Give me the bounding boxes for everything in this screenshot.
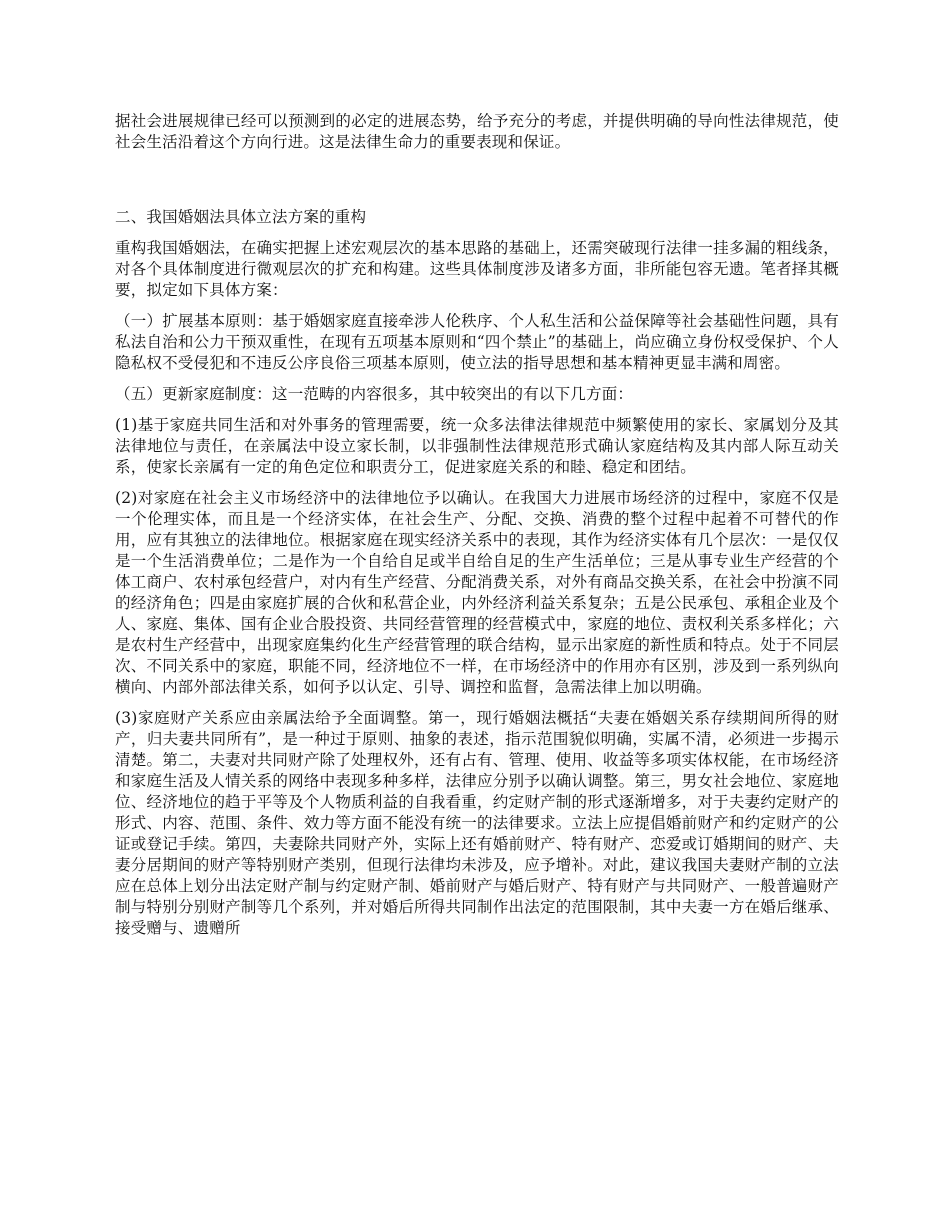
paragraph-family-system: （五）更新家庭制度：这一范畴的内容很多，其中较突出的有以下几方面： — [115, 385, 634, 403]
paragraph-item-3: (3)家庭财产关系应由亲属法给予全面调整。第一，现行婚姻法概括“夫妻在婚姻关系存续期间所得的财产，归夫妻共同所有”，是一种过于原则、抽象的表述，指示范围貌似明确，实属不清，必须进一步揭示清楚。第二，夫妻对共同财产除了处理权外，还有占有、管理、使用、收益等多项实体权能，在市场经济和家庭生活及人情关系的网络中表现多种多样，法律应分别予以确认调整。第三，男女社会地位、家庭地位、经济地位的趋于平等及个人物质利益的自我看重，约定财产制的形式逐渐增多，对于夫妻约定财产的形式、内容、范围、条件、效力等方面不能没有统一的法律要求。立法上应提倡婚前财产和约定财产的公证或登记手续。第四，夫妻除共同财产外，实际上还有婚前财产、特有财产、恋爱或订婚期间的财产、夫妻分居期间的财产等特别财产类别，但现行法律均未涉及，应予增补。对此，建议我国夫妻财产制的立法应在总体上划分出法定财产制与约定财产制、婚前财产与婚后财产、特有财产与共同财产、一般普遍财产制与特别分别财产制等几个系列，并对婚后所得共同制作出法定的范围限制，其中夫妻一方在婚后继承、接受赠与、遗赠所 — [115, 709, 839, 937]
paragraph-item-2: (2)对家庭在社会主义市场经济中的法律地位予以确认。在我国大力进展市场经济的过程中，家庭不仅是一个伦理实体，而且是一个经济实体，在社会生产、分配、交换、消费的整个过程中起着不可替代的作用，应有其独立的法律地位。根据家庭在现实经济关系中的表现，其作为经济实体有几个层次：一是仅仅是一个生活消费单位；二是作为一个自给自足或半自给自足的生产生活单位；三是从事专业生产经营的个体工商户、农村承包经营户，对内有生产经营、分配消费关系，对外有商品交换关系，在社会中扮演不同的经济角色；四是由家庭扩展的合伙和私营企业，内外经济利益关系复杂；五是公民承包、承租企业及个人、家庭、集体、国有企业合股投资、共同经营管理的经营模式中，家庭的地位、责权利关系多样化；六是农村生产经营中，出现家庭集约化生产经营管理的联合结构，显示出家庭的新性质和特点。处于不同层次、不同关系中的家庭，职能不同，经济地位不一样，在市场经济中的作用亦有区别，涉及到一系列纵向横向、内部外部法律关系，如何予以认定、引导、调控和监督，急需法律上加以明确。 — [115, 489, 839, 696]
section-heading: 二、我国婚姻法具体立法方案的重构 — [115, 208, 367, 226]
paragraph-item-1: (1)基于家庭共同生活和对外事务的管理需要，统一众多法律法律规范中频繁使用的家长、家属划分及其法律地位与责任，在亲属法中设立家长制，以非强制性法律规范形式确认家庭结构及其内部人际互动关系，使家长亲属有一定的角色定位和职责分工，促进家庭关系的和睦、稳定和团结。 — [115, 416, 839, 476]
intro-paragraph: 据社会进展规律已经可以预测到的必定的进展态势，给予充分的考虑，并提供明确的导向性法律规范，使社会生活沿着这个方向行进。这是法律生命力的重要表现和保证。 — [115, 112, 839, 151]
document-page — [115, 111, 839, 949]
paragraph-basic-principles: （一）扩展基本原则：基于婚姻家庭直接牵涉人伦秩序、个人私生活和公益保障等社会基础性问题，具有私法自治和公力干预双重性，在现有五项基本原则和“四个禁止”的基础上，尚应确立身份权受保护、个人隐私权不受侵犯和不违反公序良俗三项基本原则，使立法的指导思想和基本精神更显丰满和周密。 — [115, 312, 839, 372]
paragraph-restructure: 重构我国婚姻法，在确实把握上述宏观层次的基本思路的基础上，还需突破现行法律一挂多漏的粗线条，对各个具体制度进行微观层次的扩充和构建。这些具体制度涉及诸多方面，非所能包容无遗。笔者择其概要，拟定如下具体方案： — [115, 239, 839, 299]
